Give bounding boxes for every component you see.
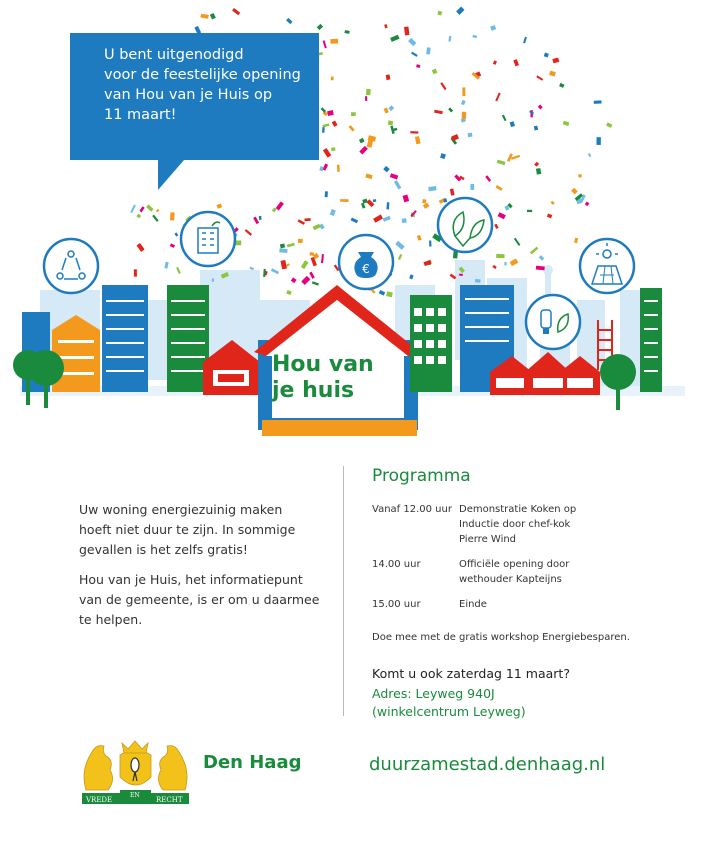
house-label (272, 352, 402, 404)
confetti-piece (313, 224, 321, 230)
confetti-piece (594, 100, 602, 104)
confetti-piece (552, 57, 559, 63)
invitation-bubble (70, 33, 319, 160)
confetti-piece (551, 201, 555, 205)
confetti-piece (428, 186, 436, 191)
confetti-piece (384, 24, 387, 28)
confetti-piece (388, 120, 394, 125)
confetti-piece (373, 214, 383, 222)
intro-line: Hou van je Huis, het informatiepunt (79, 572, 303, 587)
confetti-piece (301, 260, 309, 269)
confetti-piece (527, 210, 532, 212)
confetti-piece (410, 131, 418, 134)
confetti-piece (176, 267, 181, 274)
confetti-piece (156, 209, 160, 213)
confetti-piece (287, 243, 295, 248)
confetti-piece (327, 110, 334, 116)
programme-title: Programma (372, 466, 471, 486)
confetti-piece (485, 175, 491, 182)
confetti-piece (319, 166, 324, 171)
svg-text:€: € (362, 262, 370, 276)
confetti-piece (534, 126, 538, 131)
confetti-piece (386, 74, 391, 80)
invitation-line: van Hou van je Huis op (104, 87, 273, 103)
confetti-piece (170, 212, 175, 220)
building-icon (181, 212, 235, 266)
intro-paragraph-1 (79, 500, 329, 560)
confetti-piece (514, 238, 521, 246)
confetti-piece (404, 27, 409, 36)
confetti-piece (408, 38, 416, 46)
column-divider (343, 466, 344, 716)
confetti-piece (361, 203, 365, 209)
confetti-piece (263, 269, 266, 277)
confetti-piece (321, 254, 324, 263)
confetti-piece (271, 268, 279, 274)
confetti-piece (286, 290, 291, 295)
bulb-leaf-icon (526, 295, 580, 349)
confetti-piece (416, 64, 420, 68)
confetti-piece (585, 202, 590, 207)
confetti-piece (174, 232, 178, 236)
confetti-piece (312, 281, 319, 285)
programme-line: Pierre Wind (459, 534, 517, 545)
confetti-piece (417, 235, 422, 241)
confetti-piece (504, 262, 506, 265)
confetti-piece (440, 153, 446, 159)
confetti-piece (170, 243, 175, 247)
intro-text (79, 500, 329, 640)
confetti-piece (298, 239, 303, 243)
confetti-piece (323, 40, 327, 48)
confetti-piece (440, 82, 446, 90)
confetti-piece (402, 195, 409, 203)
programme-line: Inductie door chef-kok (459, 519, 571, 530)
city-name: Den Haag (203, 752, 302, 773)
confetti-piece (426, 47, 431, 54)
intro-line: gevallen is het zelfs gratis! (79, 542, 248, 557)
confetti-piece (467, 133, 472, 138)
confetti-piece (330, 39, 338, 44)
saturday-question: Komt u ook zaterdag 11 maart? (372, 666, 570, 681)
house-label-line2: je huis (272, 378, 355, 403)
confetti-piece (259, 216, 262, 220)
confetti-piece (322, 127, 325, 133)
confetti-piece (495, 185, 502, 191)
confetti-piece (423, 203, 430, 209)
invitation-line: 11 maart! (104, 107, 177, 123)
intro-line: te helpen. (79, 612, 143, 627)
crest-motto-2: EN (130, 792, 140, 799)
confetti-piece (304, 218, 310, 221)
programme-item (372, 557, 692, 587)
confetti-piece (523, 37, 527, 44)
invitation-line: voor de feestelijke opening (104, 67, 301, 83)
confetti-piece (245, 229, 252, 236)
confetti-piece (394, 180, 401, 189)
confetti-piece (139, 206, 144, 212)
confetti-piece (559, 83, 564, 88)
confetti-piece (152, 215, 158, 222)
confetti-piece (448, 36, 451, 42)
confetti-piece (291, 277, 297, 283)
address-line: Adres: Leyweg 940J (372, 686, 495, 701)
programme-description (459, 597, 692, 612)
confetti-piece (409, 274, 413, 279)
invitation-line: U bent uitgenodigd (104, 47, 244, 63)
confetti-piece (510, 258, 519, 266)
confetti-piece (388, 105, 394, 111)
confetti-piece (459, 274, 463, 276)
confetti-piece (279, 248, 287, 253)
confetti-piece (402, 218, 407, 223)
confetti-piece (536, 75, 543, 80)
programme-list (372, 502, 692, 622)
confetti-piece (462, 112, 467, 119)
confetti-piece (383, 216, 391, 222)
confetti-piece (332, 121, 338, 127)
confetti-piece (578, 174, 581, 177)
confetti-piece (496, 254, 504, 258)
confetti-piece (510, 121, 515, 127)
confetti-piece (393, 128, 397, 131)
confetti-piece (330, 209, 336, 216)
confetti-piece (298, 219, 305, 225)
confetti-piece (530, 247, 538, 255)
intro-paragraph-2 (79, 570, 329, 630)
confetti-piece (362, 199, 367, 204)
confetti-piece (379, 290, 386, 296)
confetti-piece (359, 146, 368, 155)
confetti-piece (544, 53, 549, 58)
confetti-piece (146, 204, 154, 211)
confetti-piece (130, 204, 136, 213)
confetti-piece (137, 243, 145, 252)
confetti-piece (472, 35, 477, 38)
confetti-piece (588, 153, 592, 157)
confetti-piece (301, 276, 310, 285)
confetti-piece (513, 59, 519, 66)
confetti-piece (538, 105, 543, 110)
programme-time: 15.00 uur (372, 599, 421, 610)
confetti-piece (280, 260, 286, 269)
confetti-piece (309, 272, 315, 279)
plant-cycle-icon (44, 239, 98, 293)
confetti-piece (434, 110, 443, 114)
confetti-piece (437, 11, 442, 16)
confetti-piece (422, 199, 426, 203)
confetti-piece (398, 254, 402, 260)
confetti-piece (432, 69, 438, 75)
leaves-icon (438, 198, 492, 252)
confetti-piece (534, 162, 539, 167)
confetti-piece (493, 60, 497, 64)
intro-line: van de gemeente, is er om u daarmee (79, 592, 320, 607)
solar-panel-icon (580, 239, 634, 293)
confetti-piece (322, 123, 329, 127)
confetti-piece (423, 260, 431, 266)
confetti-piece (563, 121, 570, 126)
confetti-piece (373, 199, 377, 202)
euro-bag-icon (339, 235, 393, 289)
city-crest-logo (78, 735, 193, 807)
confetti-piece (164, 262, 168, 269)
confetti-piece (365, 174, 372, 180)
confetti-piece (390, 35, 399, 42)
confetti-piece (134, 269, 137, 276)
confetti-piece (212, 278, 214, 281)
confetti-piece (359, 138, 365, 143)
confetti-piece (386, 291, 393, 297)
confetti-piece (470, 184, 474, 190)
confetti-piece (450, 189, 455, 196)
confetti-piece (217, 204, 223, 209)
confetti-piece (502, 115, 507, 122)
confetti-piece (280, 243, 285, 248)
website-link[interactable]: duurzamestad.denhaag.nl (369, 754, 606, 775)
confetti-piece (456, 7, 464, 15)
confetti-piece (386, 202, 389, 209)
confetti-piece (272, 208, 277, 213)
confetti-piece (571, 188, 578, 195)
confetti-piece (415, 136, 421, 144)
confetti-piece (494, 224, 498, 229)
confetti-piece (344, 30, 349, 34)
intro-line: hoeft niet duur te zijn. In sommige (79, 522, 296, 537)
programme-time: 14.00 uur (372, 559, 421, 570)
confetti-piece (331, 147, 336, 151)
programme-item (372, 597, 692, 612)
confetti-piece (462, 87, 465, 96)
confetti-piece (351, 218, 359, 224)
programme-line: Officiële opening door (459, 559, 570, 570)
confetti-piece (286, 263, 290, 267)
confetti-piece (366, 89, 371, 95)
confetti-piece (390, 173, 398, 179)
confetti-piece (384, 107, 389, 113)
workshop-note: Doe mee met de gratis workshop Energiebesparen. (372, 632, 630, 643)
house-label-line1: Hou van (272, 352, 374, 377)
confetti-piece (136, 214, 141, 219)
confetti-piece (492, 265, 496, 269)
confetti-piece (232, 8, 240, 15)
confetti-piece (253, 217, 259, 225)
confetti-piece (429, 241, 432, 247)
confetti-piece (349, 125, 355, 132)
confetti-piece (549, 71, 556, 77)
confetti-piece (276, 201, 284, 210)
confetti-piece (448, 107, 453, 112)
confetti-piece (210, 13, 216, 20)
confetti-piece (395, 241, 405, 250)
confetti-piece (495, 92, 500, 101)
confetti-piece (547, 214, 552, 219)
confetti-piece (536, 168, 541, 175)
confetti-piece (411, 52, 418, 57)
programme-item (372, 502, 692, 547)
confetti-piece (596, 137, 600, 145)
address-line: (winkelcentrum Leyweg) (372, 704, 526, 719)
confetti-piece (200, 14, 208, 19)
programme-line: Einde (459, 599, 487, 610)
programme-time: Vanaf 12.00 uur (372, 504, 452, 515)
confetti-piece (383, 166, 390, 172)
intro-line: Uw woning energiezuinig maken (79, 502, 283, 517)
confetti-piece (574, 238, 578, 244)
confetti-piece (497, 160, 506, 166)
confetti-piece (539, 255, 544, 260)
confetti-piece (323, 148, 331, 158)
programme-description (459, 502, 692, 547)
crest-motto-3: RECHT (156, 796, 183, 804)
confetti-piece (461, 100, 466, 105)
confetti-piece (325, 191, 328, 197)
confetti-piece (365, 96, 367, 101)
programme-description (459, 557, 692, 587)
confetti-piece (331, 77, 334, 81)
confetti-piece (475, 279, 481, 283)
crest-motto-1: VREDE (86, 796, 113, 804)
confetti-piece (536, 266, 545, 270)
confetti-piece (490, 25, 496, 31)
confetti-piece (249, 267, 254, 271)
address (372, 685, 526, 721)
confetti-piece (337, 165, 340, 172)
programme-line: wethouder Kapteijns (459, 574, 562, 585)
confetti-piece (317, 24, 323, 30)
programme-line: Demonstratie Koken op (459, 504, 577, 515)
confetti-piece (606, 122, 612, 128)
confetti-piece (498, 212, 506, 219)
confetti-piece (351, 112, 356, 116)
confetti-piece (340, 199, 348, 202)
confetti-piece (286, 18, 292, 24)
